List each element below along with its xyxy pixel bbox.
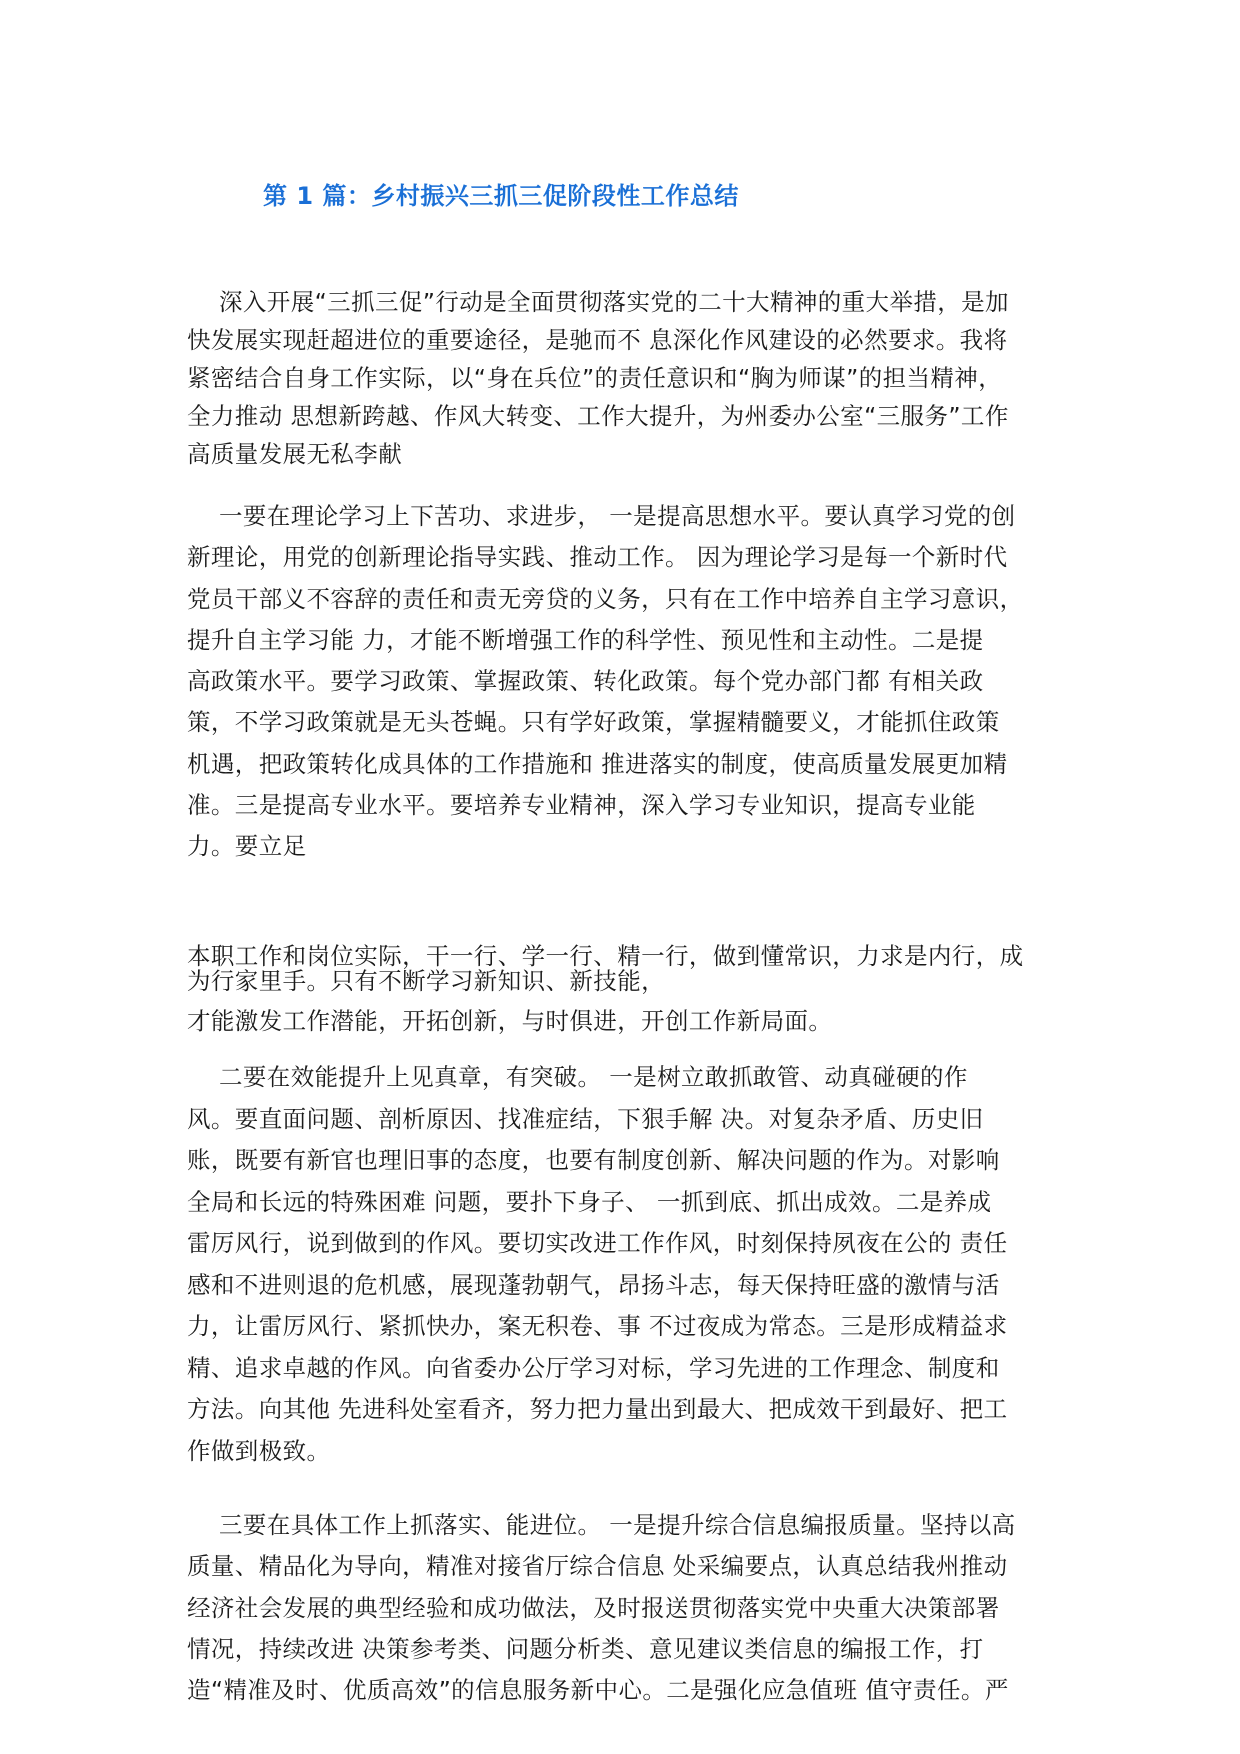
- paragraph-line: 情况，持续改进 决策参考类、问题分析类、意见建议类信息的编报工作，打: [187, 1634, 984, 1663]
- paragraph-line: 新理论，用党的创新理论指导实践、推动工作。 因为理论学习是每一个新时代: [187, 543, 1008, 572]
- paragraph-line: 力，让雷厉风行、紧抓快办，案无积卷、事 不过夜成为常态。三是形成精益求: [187, 1312, 1008, 1340]
- paragraph-line: 高质量发展无私李献: [187, 440, 403, 468]
- paragraph-1: [187, 283, 1067, 473]
- paragraph-line: 作做到极致。: [187, 1436, 331, 1465]
- paragraph-line: 三要在具体工作上抓落实、能进位。 一是提升综合信息编报质量。坚持以高: [219, 1511, 1016, 1539]
- paragraph-line: 紧密结合自身工作实际，以“身在兵位”的责任意识和“胸为师谋”的担当精神，: [187, 364, 1003, 392]
- paragraph-line: 准。三是提高专业水平。要培养专业精神，深入学习专业知识，提高专业能: [187, 791, 976, 820]
- paragraph-line: 全力推动 思想新跨越、作风大转变、工作大提升，为州委办公室“三服务”工作: [187, 402, 1009, 430]
- paragraph-line: 二要在效能提升上见真章，有突破。 一是树立敢抓敢管、动真碰硬的作: [219, 1063, 968, 1091]
- paragraph-line: 感和不进则退的危机感，展现蓬勃朝气，昂扬斗志，每天保持旺盛的激情与活: [187, 1270, 1000, 1299]
- paragraph-line: 一要在理论学习上下苦功、求进步， 一是提高思想水平。要认真学习党的创: [219, 502, 1016, 530]
- paragraph-4: [187, 1002, 1067, 1040]
- paragraph-6: [187, 1505, 1067, 1711]
- paragraph-line: 精、追求卓越的作风。向省委办公厅学习对标，学习先进的工作理念、制度和: [187, 1353, 1000, 1382]
- paragraph-line: 本职工作和岗位实际，干一行、学一行、精一行，做到懂常识，力求是内行，成: [187, 942, 1024, 970]
- paragraph-line: 党员干部义不容辞的责任和责无旁贷的义务，只有在工作中培养自主学习意识，: [187, 584, 1024, 613]
- paragraph-line: 质量、精品化为导向，精准对接省厅综合信息 处采编要点，认真总结我州推动: [187, 1552, 1008, 1581]
- paragraph-line: 方法。向其他 先进科处室看齐，努力把力量出到最大、把成效干到最好、把工: [187, 1395, 1008, 1423]
- paragraph-line: 为行家里手。只有不断学习新知识、新技能，: [187, 967, 665, 995]
- paragraph-line: 造“精准及时、优质高效”的信息服务新中心。二是强化应急值班 值守责任。严: [187, 1676, 1009, 1705]
- paragraph-3: [187, 944, 1067, 994]
- paragraph-line: 提升自主学习能 力，才能不断增强工作的科学性、预见性和主动性。二是提: [187, 625, 984, 654]
- paragraph-line: 雷厉风行，说到做到的作风。要切实改进工作作风，时刻保持夙夜在公的 责任: [187, 1229, 1008, 1257]
- paragraph-line: 机遇，把政策转化成具体的工作措施和 推进落实的制度，使高质量发展更加精: [187, 749, 1008, 778]
- paragraph-line: 深入开展“三抓三促”行动是全面贯彻落实党的二十大精神的重大举措，是加: [219, 288, 1009, 316]
- paragraph-2: [187, 496, 1067, 868]
- paragraph-line: 高政策水平。要学习政策、掌握政策、转化政策。每个党办部门都 有相关政: [187, 667, 984, 696]
- paragraph-line: 全局和长远的特殊困难 问题，要扑下身子、 一抓到底、抓出成效。二是养成: [187, 1187, 992, 1216]
- paragraph-line: 力。要立足: [187, 832, 307, 861]
- paragraph-line: 经济社会发展的典型经验和成功做法，及时报送贯彻落实党中央重大决策部署: [187, 1593, 1000, 1622]
- paragraph-line: 账，既要有新官也理旧事的态度，也要有制度创新、解决问题的作为。对影响: [187, 1146, 1000, 1174]
- paragraph-line: 快发展实现赶超进位的重要途径，是驰而不 息深化作风建设的必然要求。我将: [187, 326, 1008, 354]
- paragraph-line: 策，不学习政策就是无头苍蝇。只有学好政策，掌握精髓要义，才能抓住政策: [187, 708, 1000, 737]
- paragraph-line: 才能激发工作潜能，开拓创新，与时俱进，开创工作新局面。: [187, 1007, 833, 1035]
- paragraph-line: 风。要直面问题、剖析原因、找准症结，下狠手解 决。对复杂矛盾、历史旧: [187, 1104, 984, 1133]
- paragraph-5: [187, 1057, 1067, 1472]
- document-title: 第 1 篇：乡村振兴三抓三促阶段性工作总结: [263, 182, 739, 210]
